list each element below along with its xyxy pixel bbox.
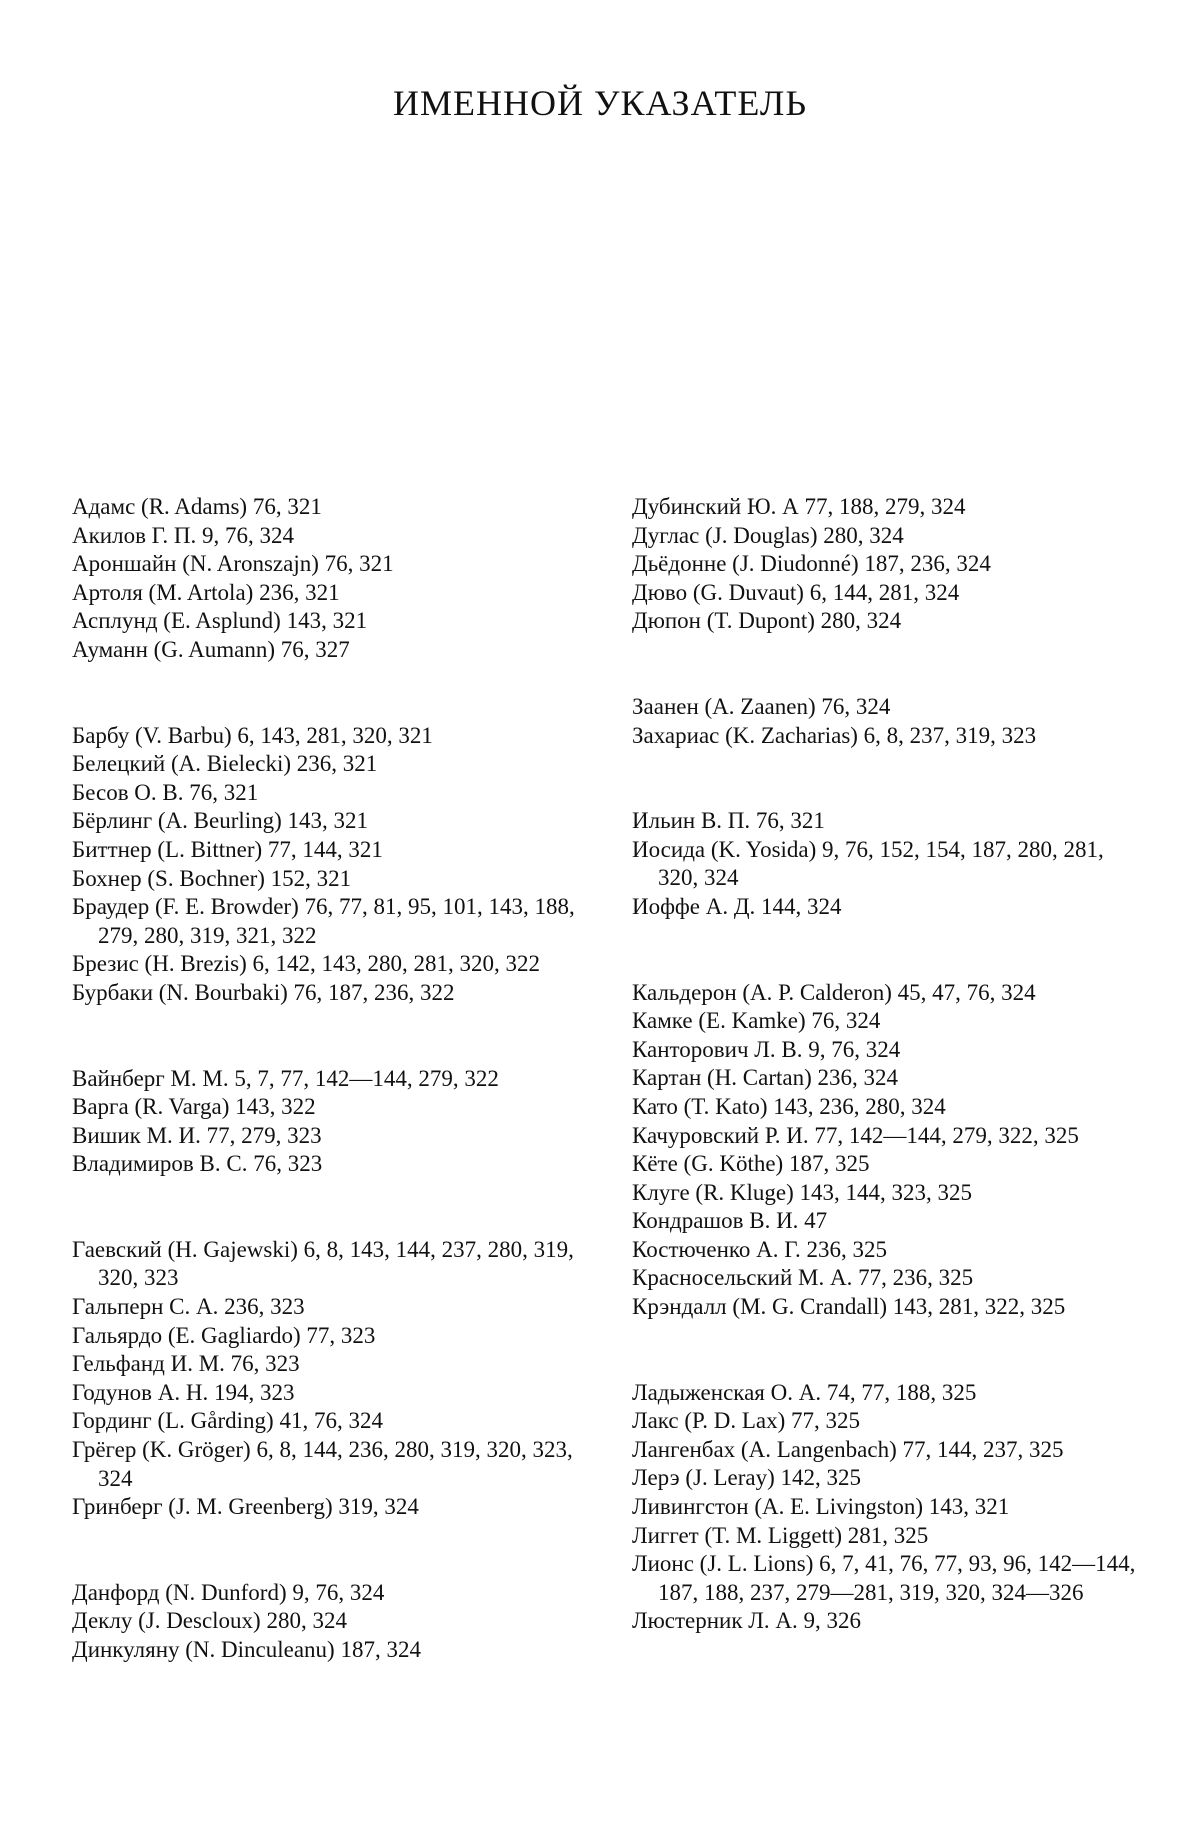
group-spacer (632, 1322, 1147, 1379)
index-entry: Гальперн С. А. 236, 323 (72, 1294, 305, 1320)
index-entry: Артоля (M. Artola) 236, 321 (72, 579, 340, 605)
index-entry: Данфорд (N. Dunford) 9, 76, 324 (72, 1579, 385, 1605)
index-column-right (632, 493, 1147, 1636)
group-spacer (72, 665, 587, 722)
index-entry: Дюво (G. Duvaut) 6, 144, 281, 324 (632, 579, 960, 605)
index-entry: Канторович Л. В. 9, 76, 324 (632, 1036, 901, 1062)
index-entry: Ароншайн (N. Aronszajn) 76, 321 (72, 551, 394, 577)
index-entry: Гординг (L. Gårding) 41, 76, 324 (72, 1408, 383, 1434)
group-spacer (632, 922, 1147, 979)
index-entry: Заанен (A. Zaanen) 76, 324 (632, 693, 891, 719)
index-entry: Като (T. Kato) 143, 236, 280, 324 (632, 1093, 946, 1119)
index-entry: Брезис (H. Brezis) 6, 142, 143, 280, 281, 320, 322 (72, 951, 540, 977)
index-entry: Ильин В. П. 76, 321 (632, 808, 825, 834)
index-group (72, 722, 587, 1008)
index-entry: Крэндалл (M. G. Crandall) 143, 281, 322, 325 (632, 1294, 1066, 1320)
index-entry: Ладыженская О. А. 74, 77, 188, 325 (632, 1379, 977, 1405)
index-entry: Красносельский М. А. 77, 236, 325 (632, 1265, 974, 1291)
index-entry: Асплунд (E. Asplund) 143, 321 (72, 608, 368, 634)
index-entry: Камке (E. Kamke) 76, 324 (632, 1008, 881, 1034)
index-entry: Иосида (K. Yosida) 9, 76, 152, 154, 187, 280, 281, 320, 324 (632, 836, 1104, 891)
index-entry: Годунов А. Н. 194, 323 (72, 1379, 295, 1405)
page-title: ИМЕННОЙ УКАЗАТЕЛЬ (392, 83, 808, 124)
index-entry: Белецкий (A. Bielecki) 236, 321 (72, 751, 378, 777)
index-entry: Гаевский (H. Gajewski) 6, 8, 143, 144, 237, 280, 319, 320, 323 (72, 1236, 574, 1291)
index-entry: Дьёдонне (J. Diudonné) 187, 236, 324 (632, 551, 991, 577)
index-entry: Иоффе А. Д. 144, 324 (632, 893, 842, 919)
index-entry: Лакс (P. D. Lax) 77, 325 (632, 1408, 861, 1434)
index-entry: Гринберг (J. M. Greenberg) 319, 324 (72, 1494, 419, 1520)
index-entry: Дюпон (T. Dupont) 280, 324 (632, 608, 902, 634)
index-entry: Лангенбах (A. Langenbach) 77, 144, 237, 325 (632, 1436, 1064, 1462)
group-spacer (72, 1008, 587, 1065)
index-entry: Вайнберг М. М. 5, 7, 77, 142—144, 279, 322 (72, 1065, 499, 1091)
index-entry: Гельфанд И. М. 76, 323 (72, 1351, 300, 1377)
group-spacer (72, 1522, 587, 1579)
index-entry: Клуге (R. Kluge) 143, 144, 323, 325 (632, 1179, 973, 1205)
index-entry: Бесов О. В. 76, 321 (72, 779, 259, 805)
index-group (632, 979, 1147, 1322)
index-entry: Люстерник Л. А. 9, 326 (632, 1608, 862, 1634)
index-entry: Кондрашов В. И. 47 (632, 1208, 828, 1234)
index-entry: Лиггет (T. M. Liggett) 281, 325 (632, 1522, 929, 1548)
index-entry: Грёгер (K. Gröger) 6, 8, 144, 236, 280, 319, 320, 323, 324 (72, 1437, 573, 1491)
index-entry: Кальдерон (A. P. Calderon) 45, 47, 76, 324 (632, 979, 1036, 1005)
index-entry: Варга (R. Varga) 143, 322 (72, 1094, 316, 1120)
index-entry: Гальярдо (E. Gagliardo) 77, 323 (72, 1322, 376, 1348)
index-group (72, 1579, 587, 1665)
index-entry: Картан (H. Cartan) 236, 324 (632, 1065, 899, 1091)
index-group (632, 693, 1147, 750)
index-entry: Дуглас (J. Douglas) 280, 324 (632, 522, 904, 548)
index-group (632, 493, 1147, 636)
index-group (632, 1379, 1147, 1636)
index-entry: Деклу (J. Descloux) 280, 324 (72, 1608, 347, 1634)
index-entry: Кёте (G. Köthe) 187, 325 (632, 1151, 870, 1177)
group-spacer (632, 750, 1147, 807)
index-group (72, 493, 587, 665)
index-entry: Биттнер (L. Bittner) 77, 144, 321 (72, 836, 383, 862)
index-entry: Дубинский Ю. А 77, 188, 279, 324 (632, 494, 966, 519)
index-entry: Бохнер (S. Bochner) 152, 321 (72, 865, 352, 891)
group-spacer (72, 1179, 587, 1236)
index-entry: Захариас (K. Zacharias) 6, 8, 237, 319, 323 (632, 722, 1037, 748)
index-entry: Костюченко А. Г. 236, 325 (632, 1236, 887, 1262)
index-entry: Барбу (V. Barbu) 6, 143, 281, 320, 321 (72, 722, 433, 748)
index-group (72, 1065, 587, 1179)
index-entry: Ливингстон (A. E. Livingston) 143, 321 (632, 1494, 1010, 1520)
group-spacer (632, 636, 1147, 693)
index-entry: Вишик М. И. 77, 279, 323 (72, 1122, 322, 1148)
index-entry: Динкуляну (N. Dinculeanu) 187, 324 (72, 1637, 421, 1662)
index-entry: Адамс (R. Adams) 76, 321 (72, 494, 322, 519)
index-entry: Браудер (F. E. Browder) 76, 77, 81, 95, 101, 143, 188, 279, 280, 319, 321, 322 (72, 894, 575, 948)
index-entry: Бурбаки (N. Bourbaki) 76, 187, 236, 322 (72, 979, 455, 1005)
index-column-left (72, 493, 587, 1665)
index-entry: Бёрлинг (A. Beurling) 143, 321 (72, 808, 369, 834)
index-entry: Лерэ (J. Leray) 142, 325 (632, 1465, 861, 1491)
index-group (72, 1236, 587, 1522)
index-group (632, 807, 1147, 921)
index-entry: Акилов Г. П. 9, 76, 324 (72, 522, 294, 548)
index-entry: Ауманн (G. Aumann) 76, 327 (72, 636, 350, 662)
index-entry: Качуровский Р. И. 77, 142—144, 279, 322, 325 (632, 1122, 1079, 1148)
index-entry: Лионс (J. L. Lions) 6, 7, 41, 76, 77, 93, 96, 142—144, 187, 188, 237, 279—281, 319, 320, 324—326 (632, 1551, 1136, 1605)
index-entry: Владимиров В. С. 76, 323 (72, 1151, 323, 1177)
